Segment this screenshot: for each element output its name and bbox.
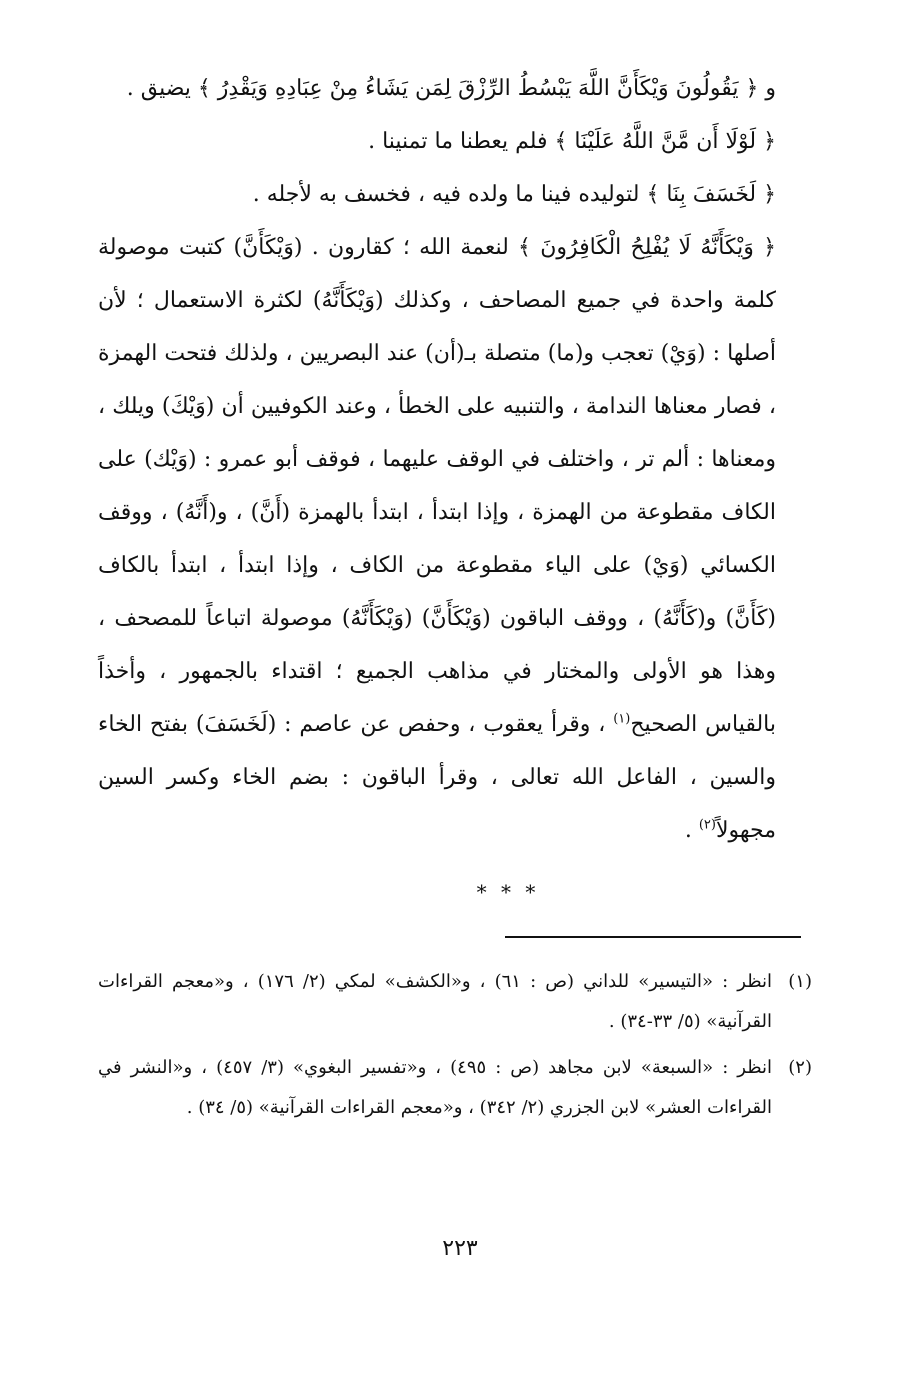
footnote-1	[98, 962, 812, 1042]
footnote-1-text: انظر : «التيسير» للداني (ص : ٦١) ، و«الكشف» لمكي (٢/ ١٧٦) ، و«معجم القراءات القرآنية» (٥/ ٣٣-٣٤) .	[98, 971, 772, 1032]
footnotes	[98, 962, 812, 1134]
paragraph-4-continuation: ، وقرأ يعقوب ، وحفص عن عاصم : (لَخَسَفَ) بفتح الخاء والسين ، الفاعل الله تعالى ، وقرأ الباقون : بضم الخاء وكسر السين مجهولاً	[98, 712, 776, 843]
paragraph-1: و ﴿ يَقُولُونَ وَيْكَأَنَّ اللَّهَ يَبْسُطُ الرِّزْقَ لِمَن يَشَاءُ مِنْ عِبَادِهِ وَيَقْدِرُ ﴾ يضيق .	[126, 76, 776, 101]
footnote-2-number: (٢)	[788, 1057, 812, 1078]
footnote-ref-2: (٢)	[698, 817, 716, 833]
section-separator: * * *	[476, 880, 540, 904]
page-number: ٢٢٣	[442, 1236, 478, 1261]
footnote-rule	[505, 936, 801, 938]
main-text	[98, 62, 812, 857]
footnote-1-number: (١)	[788, 971, 812, 992]
footnote-2	[98, 1048, 812, 1128]
paragraph-2: ﴿ لَوْلَا أَن مَّنَّ اللَّهُ عَلَيْنَا ﴾ فلم يعطنا ما تمنينا .	[368, 129, 776, 154]
paragraph-4-text: ﴿ وَيْكَأَنَّهُ لَا يُفْلِحُ الْكَافِرُونَ ﴾ لنعمة الله ؛ كقارون . (وَيْكَأَنَّ) كتبت موصولة كلمة واحدة في جميع المصاحف ، وكذلك (وَيْكَأَنَّهُ) لكثرة الاستعمال ؛ لأن أصلها : (وَيْ) تعجب و(ما) متصلة بـ(أن) عند البصريين ، ولذلك فتحت الهمزة ، فصار معناها الندامة ، والتنبيه على الخطأ ، وعند الكوفيين أن (وَيْكَ) ويلك ، ومعناها : ألم تر ، واختلف في الوقف عليهما ، فوقف أبو عمرو : (وَيْك) على الكاف مقطوعة من الهمزة ، وإذا ابتدأ ، ابتدأ بالهمزة (أَنَّ) ، و(أَنَّهُ) ، ووقف الكسائي (وَيْ) على الياء مقطوعة من الكاف ، وإذا ابتدأ ، ابتدأ بالكاف (كَأَنَّ) و(كَأَنَّهُ) ، ووقف الباقون (وَيْكَأَنَّ) (وَيْكَأَنَّهُ) موصولة اتباعاً للمصحف ، وهذا هو الأولى والمختار في مذاهب الجميع ؛ اقتداء بالجمهور ، وأخذاً بالقياس الصحيح	[98, 235, 776, 737]
paragraph-4	[98, 221, 812, 857]
footnote-2-text: انظر : «السبعة» لابن مجاهد (ص : ٤٩٥) ، و«تفسير البغوي» (٣/ ٤٥٧) ، و«النشر في القراءات العشر» لابن الجزري (٢/ ٣٤٢) ، و«معجم القراءات القرآنية» (٥/ ٣٤) .	[98, 1057, 773, 1118]
footnote-ref-1: (١)	[613, 711, 631, 727]
paragraph-4-end: .	[684, 818, 699, 843]
paragraph-3: ﴿ لَخَسَفَ بِنَا ﴾ لتوليده فينا ما ولده فيه ، فخسف به لأجله .	[252, 182, 776, 207]
